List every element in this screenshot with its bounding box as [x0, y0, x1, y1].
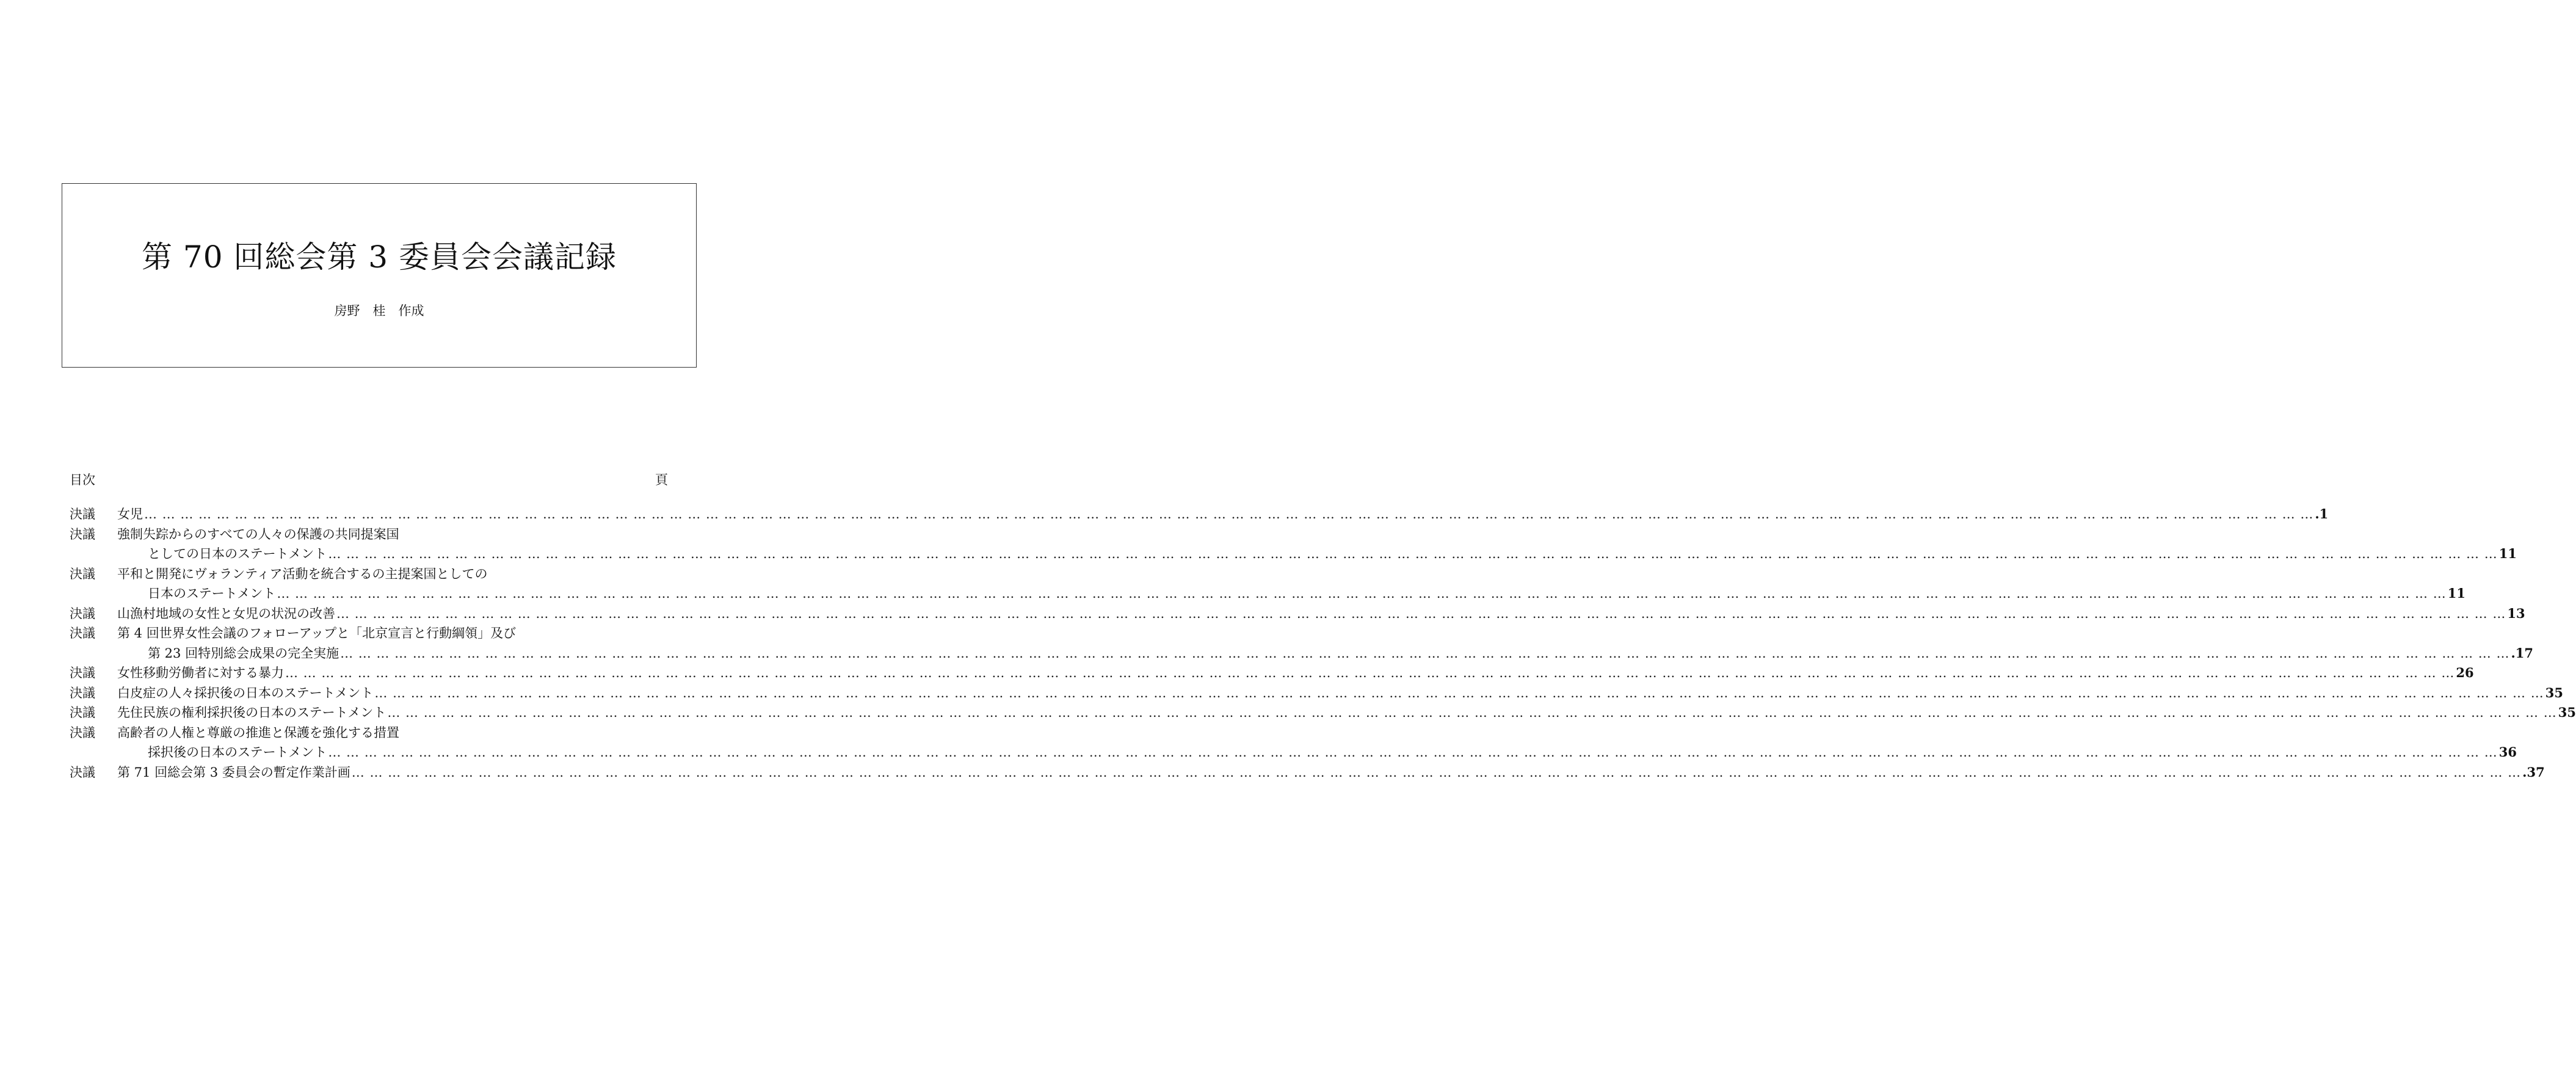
- toc-entry-title: としての日本のステートメント: [148, 546, 327, 561]
- toc-line: [70, 644, 2533, 664]
- toc-line: [70, 604, 2525, 624]
- toc-line: [70, 742, 2517, 763]
- toc-entry-kind: 決議: [70, 626, 95, 641]
- toc-page-number: 26: [2456, 665, 2474, 680]
- toc-entry-kind: 決議: [70, 685, 95, 700]
- toc-line: [70, 763, 2545, 783]
- toc-line: [70, 663, 2474, 683]
- toc-leader-dots: … … … … … … … … … … … … … … … … … … … … … … … … … … … … … … … … … … … … … … … … … … … … … … … … … … … … … … … … … … … … … … … … … … … … … … … … … … … … … … … … … … … … … … … … … … … … … … … … … … … … … … … … … … … … … … … … … … … … … … … …: [387, 705, 2557, 720]
- toc-page-number: .37: [2522, 764, 2545, 780]
- document-author: 房野 桂 作成: [334, 303, 424, 318]
- toc-line: [70, 504, 2329, 525]
- toc-heading: 目次: [70, 473, 95, 487]
- toc-entry-kind: 決議: [70, 526, 95, 542]
- toc-page-number: 13: [2507, 605, 2525, 621]
- toc-entry-title: 先住民族の権利採択後の日本のステートメント: [117, 705, 386, 720]
- toc-entry-kind: 決議: [70, 705, 95, 720]
- toc-line: [70, 584, 2465, 604]
- toc-line: [70, 564, 668, 584]
- toc-line: [70, 683, 2563, 703]
- toc-line: [70, 703, 2576, 723]
- toc-entry-title: 採択後の日本のステートメント: [148, 745, 327, 760]
- toc-leader-dots: … … … … … … … … … … … … … … … … … … … … … … … … … … … … … … … … … … … … … … … … … … … … … … … … … … … … … … … … … … … … … … … … … … … … … … … … … … … … … … … … … … … … … … … … … … … … … … … … … … … … … … … … … … … … … … … … … … … … … … … …: [277, 586, 2447, 601]
- toc-page-number: 35: [2545, 684, 2563, 700]
- toc-list: [70, 504, 2576, 782]
- toc-entry-title: 女性移動労働者に対する暴力: [117, 666, 284, 680]
- toc-entry-title: 山漁村地域の女性と女児の状況の改善: [117, 606, 335, 621]
- toc-page-number: 11: [2447, 586, 2465, 601]
- toc-entry-kind: 決議: [70, 566, 95, 581]
- toc-page-number: .17: [2511, 645, 2533, 661]
- toc-leader-dots: … … … … … … … … … … … … … … … … … … … … … … … … … … … … … … … … … … … … … … … … … … … … … … … … … … … … … … … … … … … … … … … … … … … … … … … … … … … … … … … … … … … … … … … … … … … … … … … … … … … … … … … … … … … … … … … … … … … … … … … …: [374, 685, 2544, 700]
- toc-page-number: 11: [2498, 546, 2517, 561]
- toc-leader-dots: … … … … … … … … … … … … … … … … … … … … … … … … … … … … … … … … … … … … … … … … … … … … … … … … … … … … … … … … … … … … … … … … … … … … … … … … … … … … … … … … … … … … … … … … … … … … … … … … … … … … … … … … … … … … … … … … … … … … … … … …: [340, 645, 2510, 661]
- document-title: 第 70 回総会第 3 委員会会議記録: [141, 239, 617, 275]
- toc-entry-title: 強制失踪からのすべての人々の保護の共同提案国: [117, 526, 399, 542]
- toc-line: [70, 544, 2517, 564]
- toc-entry-kind: 決議: [70, 725, 95, 740]
- toc-entry-title: 第 23 回特別総会成果の完全実施: [148, 645, 339, 661]
- toc-line: [70, 723, 668, 743]
- toc-leader-dots: … … … … … … … … … … … … … … … … … … … … … … … … … … … … … … … … … … … … … … … … … … … … … … … … … … … … … … … … … … … … … … … … … … … … … … … … … … … … … … … … … … … … … … … … … … … … … … … … … … … … … … … … … … … … … … … … … … … … … … … …: [144, 507, 2314, 521]
- toc-entry-kind: 決議: [70, 666, 95, 680]
- toc-page-heading: 頁: [655, 473, 668, 487]
- toc-leader-dots: … … … … … … … … … … … … … … … … … … … … … … … … … … … … … … … … … … … … … … … … … … … … … … … … … … … … … … … … … … … … … … … … … … … … … … … … … … … … … … … … … … … … … … … … … … … … … … … … … … … … … … … … … … … … … … … … … … … … … … … …: [336, 606, 2506, 621]
- toc-entry-title: 高齢者の人権と尊厳の推進と保護を強化する措置: [117, 725, 399, 740]
- toc-entry-title: 白皮症の人々採択後の日本のステートメント: [117, 685, 374, 700]
- toc-leader-dots: … … … … … … … … … … … … … … … … … … … … … … … … … … … … … … … … … … … … … … … … … … … … … … … … … … … … … … … … … … … … … … … … … … … … … … … … … … … … … … … … … … … … … … … … … … … … … … … … … … … … … … … … … … … … … … … … … … … … … … … …: [328, 546, 2498, 561]
- toc-header: [70, 470, 668, 490]
- toc-leader-dots: … … … … … … … … … … … … … … … … … … … … … … … … … … … … … … … … … … … … … … … … … … … … … … … … … … … … … … … … … … … … … … … … … … … … … … … … … … … … … … … … … … … … … … … … … … … … … … … … … … … … … … … … … … … … … … … … … … … … … … … …: [328, 745, 2498, 760]
- title-box: [62, 183, 697, 368]
- toc-entry-title: 第 4 回世界女性会議のフォローアップと「北京宣言と行動綱領」及び: [117, 626, 517, 641]
- toc-entry-title: 第 71 回総会第 3 委員会の暫定作業計画: [117, 764, 350, 780]
- toc-entry-kind: 決議: [70, 606, 95, 621]
- toc-leader-dots: … … … … … … … … … … … … … … … … … … … … … … … … … … … … … … … … … … … … … … … … … … … … … … … … … … … … … … … … … … … … … … … … … … … … … … … … … … … … … … … … … … … … … … … … … … … … … … … … … … … … … … … … … … … … … … … … … … … … … … … …: [285, 666, 2455, 680]
- toc-leader-dots: … … … … … … … … … … … … … … … … … … … … … … … … … … … … … … … … … … … … … … … … … … … … … … … … … … … … … … … … … … … … … … … … … … … … … … … … … … … … … … … … … … … … … … … … … … … … … … … … … … … … … … … … … … … … … … … … … … … … … … … …: [351, 764, 2522, 780]
- toc-entry-kind: 決議: [70, 507, 95, 521]
- toc-entry-kind: 決議: [70, 764, 95, 780]
- toc-page-number: 36: [2498, 744, 2517, 760]
- toc-line: [70, 623, 668, 644]
- table-of-contents: [70, 470, 2576, 780]
- toc-entry-title: 平和と開発にヴォランティア活動を統合するの主提案国としての: [117, 566, 488, 581]
- toc-entry-title: 女児: [117, 507, 143, 521]
- toc-page-number: .1: [2315, 506, 2329, 521]
- toc-entry-title: 日本のステートメント: [148, 586, 276, 601]
- toc-page-number: 35: [2558, 705, 2576, 720]
- toc-line: [70, 525, 668, 545]
